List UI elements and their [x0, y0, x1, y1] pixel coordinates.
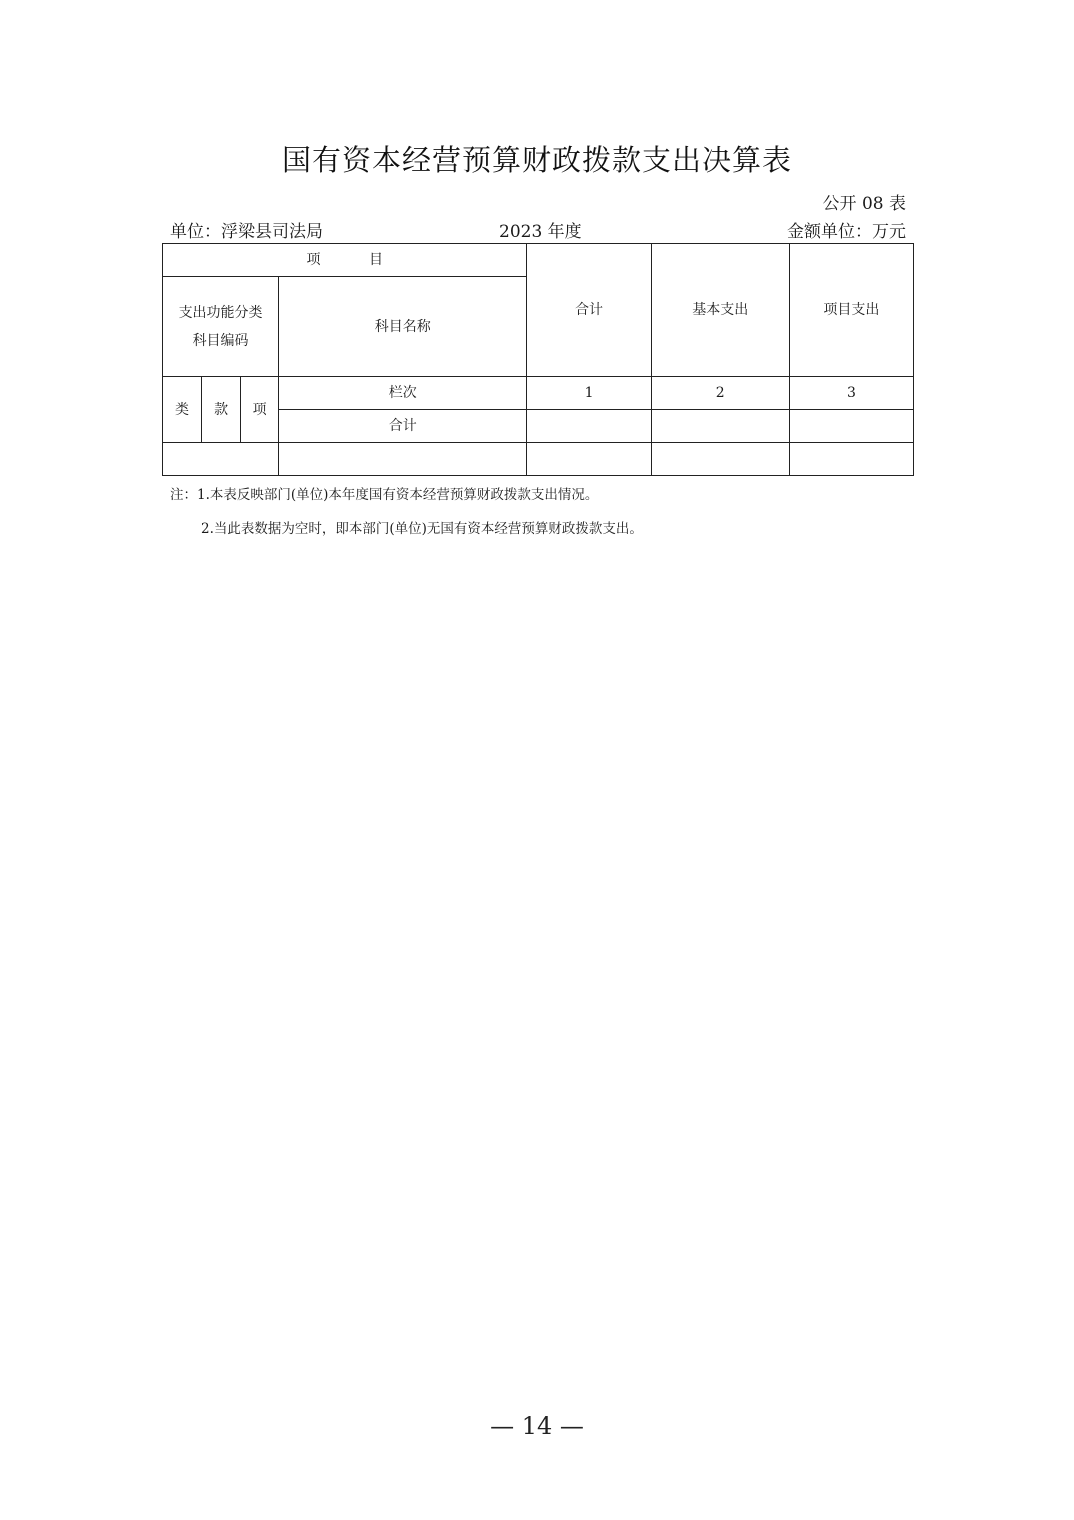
col-number-2: 2 — [651, 377, 789, 410]
header-subject-name: 科目名称 — [279, 277, 527, 377]
table-header-row — [163, 244, 914, 277]
row-total-label: 合计 — [279, 410, 527, 443]
header-function-code-text: 支出功能分类科目编码 — [178, 304, 263, 349]
notes — [170, 486, 643, 538]
page-number: — 14 — — [490, 1412, 584, 1440]
col-number-1: 1 — [527, 377, 651, 410]
header-function-code — [163, 277, 279, 377]
unit-label: 单位：浮梁县司法局 — [170, 222, 323, 242]
basic-expenditure-cell — [651, 410, 789, 443]
budget-table — [162, 243, 914, 476]
note-1: 注：1.本表反映部门(单位)本年度国有资本经营预算财政拨款支出情况。 — [170, 487, 599, 503]
total-cell — [527, 410, 651, 443]
meta-row — [170, 217, 906, 241]
col-number-3: 3 — [789, 377, 913, 410]
header-project-expenditure: 项目支出 — [789, 244, 913, 377]
table-row — [163, 443, 914, 476]
col-kuan: 款 — [202, 377, 241, 443]
table-row — [163, 377, 914, 410]
empty-code-cell — [163, 443, 279, 476]
header-item: 项 目 — [163, 244, 527, 277]
col-lei: 类 — [163, 377, 202, 443]
year-label: 2023 年度 — [499, 222, 582, 242]
col-xiang: 项 — [241, 377, 279, 443]
header-total: 合计 — [527, 244, 651, 377]
project-expenditure-cell — [789, 410, 913, 443]
row-column-label: 栏次 — [279, 377, 527, 410]
empty-name-cell — [279, 443, 527, 476]
empty-project-cell — [789, 443, 913, 476]
empty-total-cell — [527, 443, 651, 476]
header-basic-expenditure: 基本支出 — [651, 244, 789, 377]
form-code: 公开 08 表 — [822, 194, 906, 214]
note-2: 2.当此表数据为空时，即本部门(单位)无国有资本经营预算财政拨款支出。 — [201, 521, 643, 537]
page-title: 国有资本经营预算财政拨款支出决算表 — [281, 143, 792, 177]
amount-unit-label: 金额单位：万元 — [787, 222, 906, 242]
empty-basic-cell — [651, 443, 789, 476]
